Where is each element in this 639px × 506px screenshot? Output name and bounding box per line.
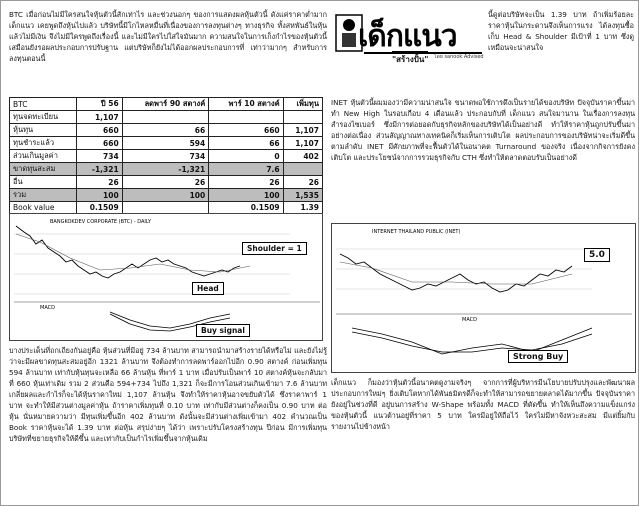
- table-cell: 660: [76, 124, 122, 137]
- btc-macd-title: MACD: [40, 305, 55, 311]
- table-cell: 26: [76, 176, 122, 189]
- row-label: ส่วนเกินมูลค่า: [10, 150, 77, 163]
- table-cell: 660: [209, 124, 283, 137]
- row-label: ขาดทุนสะสม: [10, 163, 77, 176]
- table-header-row: [10, 98, 323, 111]
- table-cell: 26: [209, 176, 283, 189]
- inet-macd-title: MACD: [462, 317, 477, 323]
- btc-chart: [9, 213, 323, 341]
- table-row: [10, 189, 323, 202]
- table-cell: -1,321: [76, 163, 122, 176]
- table-header: พาร์ 10 สตางค์: [209, 98, 283, 111]
- table-row: [10, 124, 323, 137]
- table-cell: 0.1509: [76, 202, 122, 214]
- table-row: [10, 163, 323, 176]
- row-label: อื่น: [10, 176, 77, 189]
- table-cell: 402: [283, 150, 322, 163]
- table-cell: 100: [209, 189, 283, 202]
- strong-buy-callout: Strong Buy: [508, 350, 568, 363]
- target-callout: 5.0: [584, 248, 610, 262]
- table-cell: 734: [76, 150, 122, 163]
- table-row: [10, 202, 323, 214]
- table-cell: 1,107: [76, 111, 122, 124]
- inet-chart: [331, 223, 636, 373]
- table-cell: 1.39: [283, 202, 322, 214]
- table-cell: 66: [209, 137, 283, 150]
- btc-body-text: บางประเด็นที่ถกเถียงกันอยู่คือ หุ้นส่วนที่มีอยู่ 734 ล้านบาท สามารถนำมาสร้างรายได้หรือไม่ และยังไม่รู้ว่าจะมีผลขาดทุนสะสมอยู่อีก 1321 ล้านบาท จึงต้องทำการลดพาร์ออกไปอีก 0.90 สตางค์ ก่อนเพิ่มทุน 594 ล้านบาท เท่ากับหุ้นทุนจะเหลือ 66 ล้านหุ้น ที่พาร์ 1 บาท เมื่อปรับเป็นพาร์ 10 สตางค์หุ้นจะกลับมาที่ 660 หุ้นเท่าเดิม รวม 2 ส่วนคือ 594+734 ไปถึง 1,321 ก็จะมีการโอนส่วนเกินเข้ามา 7.6 ล้านบาท เกลี่ยผลและกำไรก็จะได้หุ้นราคาใหม่ 1,107 ล้านหุ้น จึงทำให้ราคาหุ้นอาจขยับตัวได้ ซึ่งราคาพาร์ 1 บาท จะทำให้มีส่วนต่างมูลค่าหุ้น ถ้าราคาเพิ่มทุนที่ 0.10 บาท เท่ากับมีส่วนต่างก็คงเป็น 0.90 บาท ต่อหุ้น นั่นหมายความว่า มีทุนเพิ่มขึ้นอีก 402 ล้านบาท ดังนั้นจะมีส่วนต่างเพิ่มเข้ามา 402 คำนวณเป็น Book ราคาหุ้นจะได้ 1.39 บาท ต่อหุ้น สรุปง่ายๆ ได้ว่า เพราะปรับโครงสร้างทุน ปีก่อน มีการเพิ่มทุนบริษัทที่ขยายธุรกิจให้ดีขึ้น และเท่ากับเป็นกำไรเพิ่มขึ้นจากหุ้นเดิม: [9, 346, 327, 443]
- table-row: [10, 176, 323, 189]
- inet-body-text: เด็กแนว ก็มองว่าหุ้นตัวนี้อนาคตดูงามจริงๆ จากการที่ผู้บริหารมีนโยบายปรับปรุงและพัฒนาผลประกอบการใหม่ๆ ยิ่งเติบโตหากได้พันธมิตรดีก็จะทำให้สามารถขยายตลาดได้มากขึ้น ปัจจุบันราคายังอยู่ในช่วงที่ดี อยู่บนการสร้าง W-Shape พร้อมทั้ง MACD ที่ตัดขึ้น ทำให้เห็นถึงความแข็งแกร่งของหุ้นตัวนี้ แนวต้านอยู่ที่ราคา 5 บาท ใครมีอยู่ให้ถือไว้ ใครไม่มีหาจังหวะสะสม มีแต่ยิ้มกับ รายงานไปข้างหน้า: [331, 378, 635, 431]
- table-header: ปี 56: [76, 98, 122, 111]
- table-cell: 1,107: [283, 137, 322, 150]
- table-cell: 594: [122, 137, 209, 150]
- row-label: ทุนจดทะเบียน: [10, 111, 77, 124]
- inet-chart-title: INTERNET THAILAND PUBLIC (INET): [372, 229, 461, 235]
- inet-chart-svg: [332, 224, 635, 372]
- table-cell: 1,107: [283, 124, 322, 137]
- logo-subtitle: "สร้างปั้น": [392, 51, 428, 66]
- btc-ma-line: [16, 234, 250, 272]
- logo-title: เด็กแนว: [358, 19, 457, 54]
- table-row: [10, 150, 323, 163]
- table-cell: 7.6: [209, 163, 283, 176]
- table-header: BTC: [10, 98, 77, 111]
- table-row: [10, 111, 323, 124]
- row-label: รวม: [10, 189, 77, 202]
- row-label: หุ้นทุน: [10, 124, 77, 137]
- btc-intro-text: BTC เมื่อก่อนไม่มีใครสนใจหุ้นตัวนี้สักเท่าไร และช่วงนอกๆ ของการแสดงผลหุ้นตัวนี้ ดังแค่ราคาต่ำมาก เด็กแนว เคยพูดถึงหุ้นไปแล้ว บริษัทนี้มีโกไหลหมื่นที่เนื่องของการลงทุนต่างๆ ทางธุรกิจ ทั้งสหพันธ์ในหุ้นแล้วไม่มีเงิน จึงไม่มีใครพูดถึงเรื่องนี้ และไม่มีใครไปใส่ใจมันมาก ความสนใจในการเก็งกำไรของหุ้นตัวนี้ เสมือนยังรอผลประกอบการปรับฐาน แต่บริษัทก็ยังไม่ได้ออกผลประกอบการที่ เท่าว่ามากๆ สำหรับการลงทุนตอนนี้: [9, 10, 327, 63]
- table-cell: [283, 163, 322, 176]
- table-cell: 734: [122, 150, 209, 163]
- btc-chart-svg: [10, 214, 322, 340]
- table-cell: 0: [209, 150, 283, 163]
- table-cell: [283, 111, 322, 124]
- logo-byline: โดย sanook Advised: [434, 54, 484, 60]
- inet-price-line: [340, 254, 572, 292]
- inet-ma-line: [340, 262, 572, 284]
- table-cell: [122, 111, 209, 124]
- btc-chart-title: BANGKOKDEV CORPORATE (BTC) - DAILY: [50, 219, 152, 225]
- head-callout: Head: [192, 282, 224, 295]
- table-cell: 1,535: [283, 189, 322, 202]
- table-cell: 66: [122, 124, 209, 137]
- table-cell: -1,321: [122, 163, 209, 176]
- shoulder-callout: Shoulder = 1: [242, 242, 307, 255]
- table-cell: 100: [122, 189, 209, 202]
- inet-paragraph: INET หุ้นตัวนี้ผมมองว่ามีความน่าสนใจ ขนาดพอใช้การดึงเป็นรายได้ของบริษัท ปัจจุบันราคาขึ้นมาทำ New High ในรอบเกือบ 4 เดือนแล้ว ประกอบกับที่ เด็กแนว สนใจมานาน ในเรื่องการลงทุนสำรองไซเบอร์ ซึ่งมีการต่อยอดกับธุรกิจหลักของบริษัทได้เป็นอย่างดี ทำให้ราคาหุ้นถูกปรับขึ้นมาอย่างต่อเนื่อง ส่วนสัญญาณทางเทคนิคก็เริ่มเห็นการเติบโต ผลประกอบการของบริษัทน่าจะเริ่มดีขึ้นตามลำดับ INET มีศักยภาพที่จะฟื้นตัวได้ในอนาคต Turnaround ของจริง เนื่องจากกิจการยังคงเติบโต และประโยชน์จากการรวมธุรกิจกับ CTH ซึ่งทำให้ตลาดตอบรับเป็นอย่างดี: [331, 98, 635, 162]
- row-label: ทุนชำระแล้ว: [10, 137, 77, 150]
- buy-signal-callout: Buy signal: [196, 324, 250, 337]
- table-cell: 26: [122, 176, 209, 189]
- column-logo: [334, 7, 484, 71]
- table-header: ลดพาร์ 90 สตางค์: [122, 98, 209, 111]
- table-cell: 26: [283, 176, 322, 189]
- btc-capital-table: [9, 97, 323, 214]
- table-cell: 0.1509: [209, 202, 283, 214]
- table-cell: 660: [76, 137, 122, 150]
- table-cell: 100: [76, 189, 122, 202]
- table-cell: [122, 202, 209, 214]
- table-header: เพิ่มทุน: [283, 98, 322, 111]
- table-cell: [209, 111, 283, 124]
- table-row: [10, 137, 323, 150]
- right-intro-text: นี้ดูต่อบริษัทจะเป็น 1.39 บาท ถ้าเพิ่มร้อยละ ราคาหุ้นในกระดานจึงเห็นการแรง ได้ลงทุนซื้อเก็บ Head & Shoulder มีเป้าที่ 1 บาท ซึ่งดูเหมือนจะน่าสนใจ: [488, 10, 634, 52]
- row-label: Book value: [10, 202, 77, 214]
